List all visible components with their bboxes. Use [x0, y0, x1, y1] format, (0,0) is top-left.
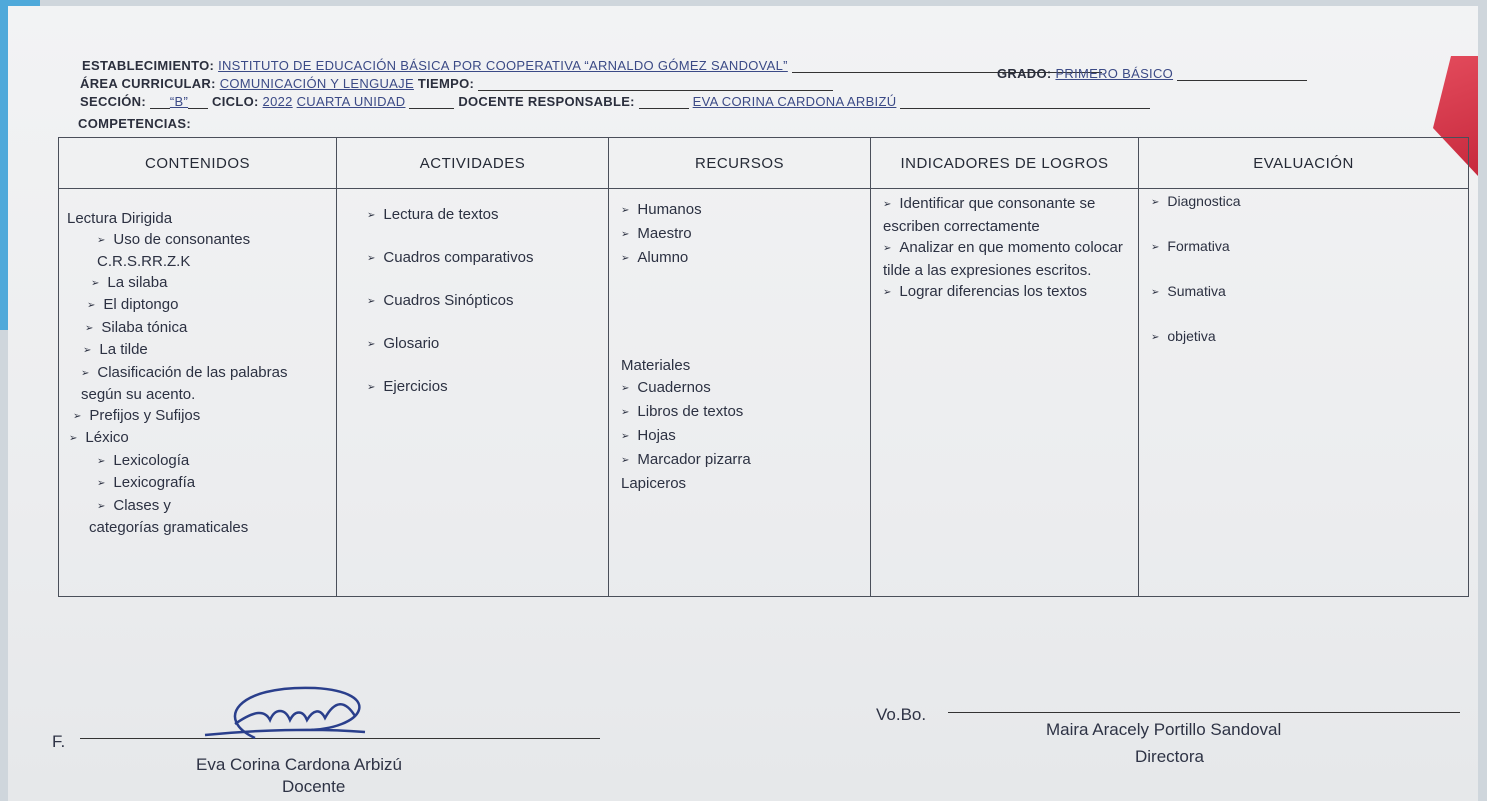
- contenido-item: ➢ Clases y: [67, 496, 328, 519]
- contenido-item: ➢ Prefijos y Sufijos: [67, 406, 328, 429]
- indicador-item: ➢ Analizar en que momento colocar tilde a las expresiones escritos.: [883, 237, 1130, 281]
- evaluacion-item: ➢ Formativa: [1151, 236, 1462, 259]
- establecimiento-value: INSTITUTO DE EDUCACIÓN BÁSICA POR COOPERATIVA “ARNALDO GÓMEZ SANDOVAL”: [218, 58, 788, 73]
- unidad-value: CUARTA UNIDAD: [296, 94, 406, 109]
- competencias-label: COMPETENCIAS:: [78, 116, 191, 131]
- col-header-contenidos: CONTENIDOS: [59, 138, 337, 189]
- directora-name: Maira Aracely Portillo Sandoval: [1046, 720, 1282, 739]
- grado-label: GRADO:: [997, 66, 1052, 81]
- recursos-materiales-list: [621, 377, 862, 473]
- docente-role: Docente: [282, 777, 346, 796]
- contenido-item: categorías gramaticales: [89, 519, 249, 536]
- contenidos-cell: [59, 189, 337, 597]
- contenido-item: ➢ Silaba tónica: [67, 318, 328, 341]
- table-header-row: [59, 138, 1469, 189]
- docente-label: DOCENTE RESPONSABLE:: [458, 94, 635, 109]
- contenido-item: ➢ La silaba: [67, 273, 328, 296]
- indicador-item: ➢ Lograr diferencias los textos: [883, 281, 1130, 304]
- recursos-extra: Lapiceros: [621, 475, 687, 492]
- actividad-item: ➢ Cuadros Sinópticos: [367, 291, 598, 313]
- contenido-item: ➢ Léxico: [67, 428, 328, 451]
- evaluacion-cell: [1139, 189, 1469, 597]
- materiales-label: Materiales: [621, 357, 691, 374]
- handwritten-signature: [195, 680, 395, 750]
- tiempo-label: TIEMPO:: [417, 76, 475, 91]
- actividad-item: ➢ Lectura de textos: [367, 205, 598, 227]
- ciclo-label: CICLO:: [212, 94, 259, 109]
- recursos-humanos-list: [621, 199, 862, 271]
- evaluacion-item: ➢ Sumativa: [1151, 281, 1462, 304]
- indicadores-list: [883, 193, 1130, 304]
- recurso-humano-item: ➢ Maestro: [621, 223, 862, 247]
- area-line: [80, 76, 833, 91]
- area-value: COMUNICACIÓN Y LENGUAJE: [219, 76, 414, 91]
- recurso-material-item: ➢ Libros de textos: [621, 401, 862, 425]
- contenidos-title: Lectura Dirigida: [67, 210, 173, 227]
- area-label: ÁREA CURRICULAR:: [80, 76, 216, 91]
- directora-signature-line: [948, 712, 1460, 713]
- evaluacion-item: ➢ Diagnostica: [1151, 191, 1462, 214]
- col-header-actividades: ACTIVIDADES: [337, 138, 609, 189]
- actividades-cell: [337, 189, 609, 597]
- contenido-item: ➢ Lexicología: [67, 451, 328, 474]
- planning-table: [58, 137, 1469, 597]
- col-header-recursos: RECURSOS: [609, 138, 871, 189]
- recurso-material-item: ➢ Marcador pizarra: [621, 449, 862, 473]
- establecimiento-line: [82, 58, 1102, 73]
- table-row: [59, 189, 1469, 597]
- actividades-list: [367, 205, 598, 399]
- evaluacion-item: ➢ objetiva: [1151, 326, 1462, 349]
- seccion-value: “B”: [169, 94, 189, 109]
- f-label: F.: [52, 732, 66, 751]
- col-header-indicadores: INDICADORES DE LOGROS: [871, 138, 1139, 189]
- docente-value: EVA CORINA CARDONA ARBIZÚ: [692, 94, 897, 109]
- actividad-item: ➢ Ejercicios: [367, 377, 598, 399]
- recursos-cell: [609, 189, 871, 597]
- indicador-item: ➢ Identificar que consonante se escriben correctamente: [883, 193, 1130, 237]
- establecimiento-label: ESTABLECIMIENTO:: [82, 58, 215, 73]
- contenidos-list: [67, 230, 328, 539]
- contenido-item: ➢ Lexicografía: [67, 473, 328, 496]
- ciclo-value: 2022: [262, 94, 293, 109]
- recurso-humano-item: ➢ Alumno: [621, 247, 862, 271]
- seccion-label: SECCIÓN:: [80, 94, 146, 109]
- competencias-line: [78, 116, 191, 131]
- actividad-item: ➢ Cuadros comparativos: [367, 248, 598, 270]
- recurso-humano-item: ➢ Humanos: [621, 199, 862, 223]
- recurso-material-item: ➢ Cuadernos: [621, 377, 862, 401]
- contenido-item: ➢ Uso de consonantes C.R.S.RR.Z.K: [67, 230, 328, 273]
- seccion-line: [80, 94, 1150, 109]
- directora-role: Directora: [1135, 747, 1204, 766]
- grado-value: PRIMERO BÁSICO: [1055, 66, 1174, 81]
- actividad-item: ➢ Glosario: [367, 334, 598, 356]
- docente-name: Eva Corina Cardona Arbizú: [196, 755, 403, 774]
- recurso-material-item: ➢ Hojas: [621, 425, 862, 449]
- contenido-item: ➢ Clasificación de las palabras según su acento.: [67, 363, 328, 406]
- grado-line: [997, 66, 1307, 81]
- contenido-item: ➢ El diptongo: [67, 295, 328, 318]
- evaluacion-list: [1151, 191, 1462, 349]
- indicadores-cell: [871, 189, 1139, 597]
- vobo-label: Vo.Bo.: [876, 705, 927, 724]
- contenido-item: ➢ La tilde: [67, 340, 328, 363]
- col-header-evaluacion: EVALUACIÓN: [1139, 138, 1469, 189]
